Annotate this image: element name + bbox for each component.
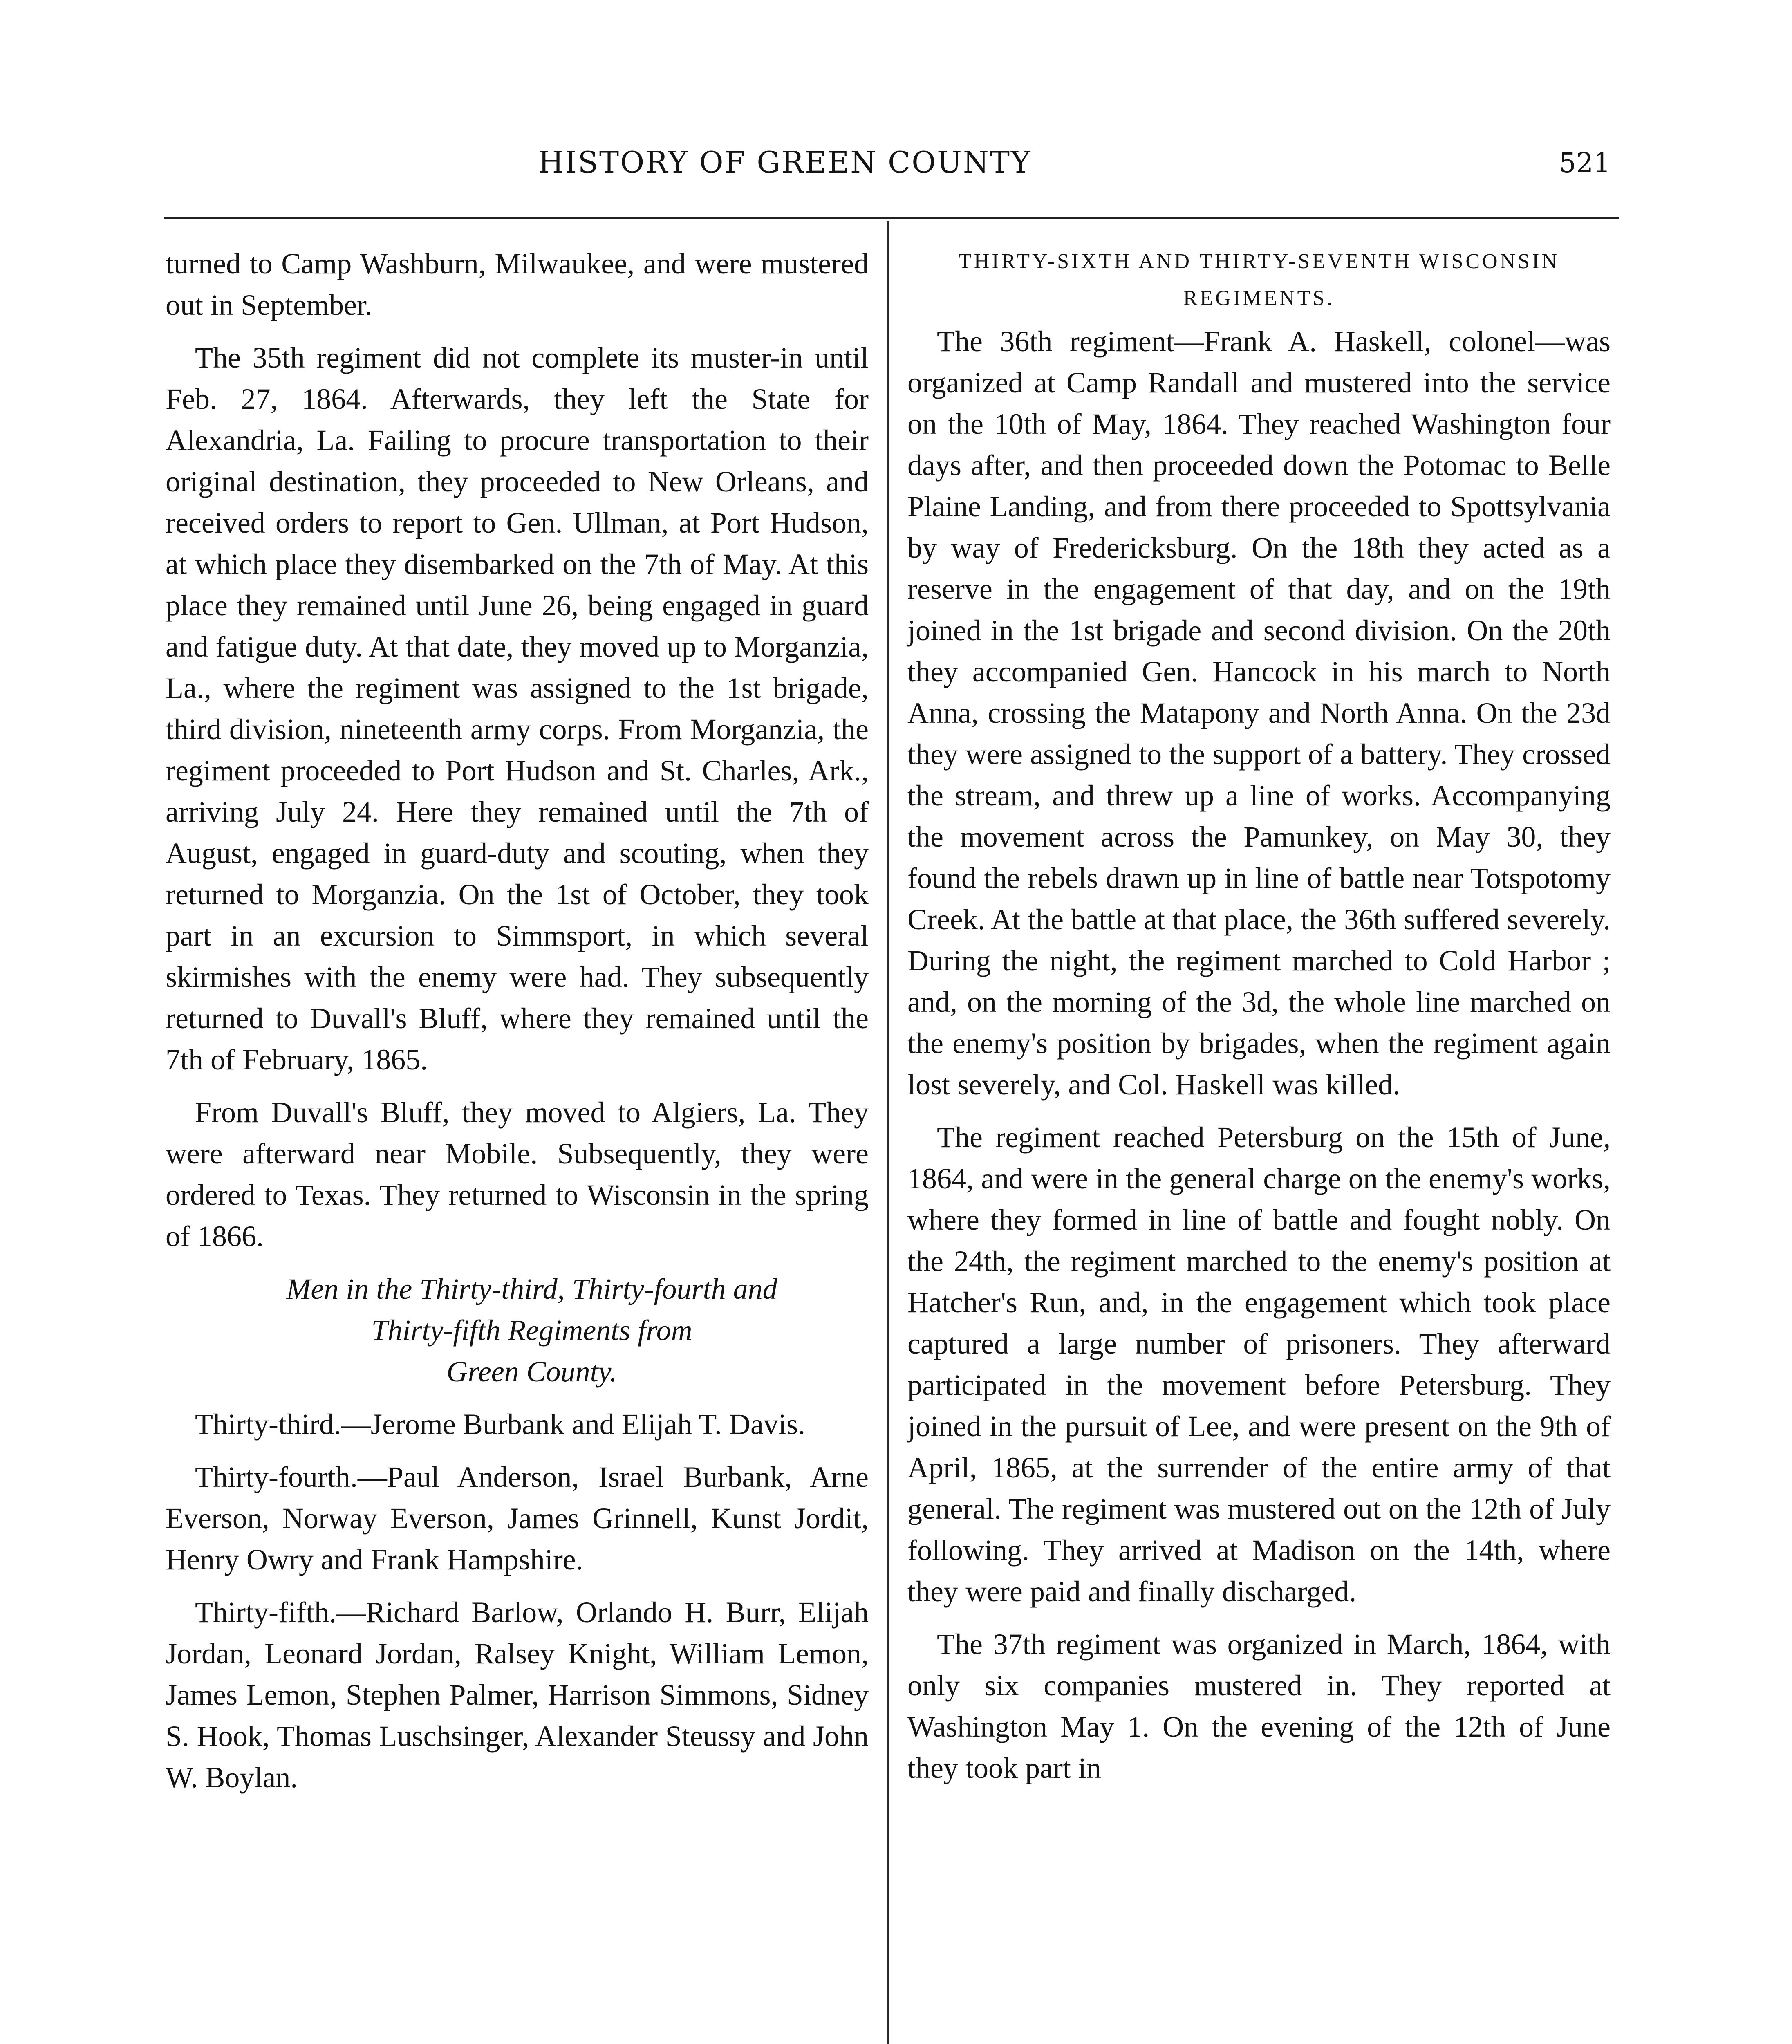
left-column [166, 243, 869, 1810]
roster-entry: Thirty-fifth.—Richard Barlow, Orlando H. Burr, Elijah Jordan, Leonard Jordan, Ralsey Knight, William Lemon, James Lemon, Stephen Palmer, Harrison Simmons, Sidney S. Hook, Thomas Luschsinger, Alexander Steussy and John W. Boylan. [166, 1596, 869, 1794]
roster-heading-line: Men in the Thirty-third, Thirty-fourth and [286, 1273, 777, 1305]
paragraph: turned to Camp Washburn, Milwaukee, and were mustered out in September. [166, 247, 869, 321]
paragraph: The 36th regiment—Frank A. Haskell, colonel—was organized at Camp Randall and mustered into the service on the 10th of May, 1864. They reached Washington four days after, and then proceeded down the Potomac to Belle Plaine Landing, and from there proceeded to Spottsylvania by way of Fredericksburg. On the 18th they acted as a reserve in the engagement of that day, and on the 19th joined in the 1st brigade and second division. On the 20th they accompanied Gen. Hancock in his march to North Anna, crossing the Matapony and North Anna. On the 23d they were assigned to the support of a battery. They crossed the stream, and threw up a line of works. Accompanying the movement across the Pamunkey, on May 30, they found the rebels drawn up in line of battle near Totspotomy Creek. At the battle at that place, the 36th suffered severely. During the night, the regiment marched to Cold Harbor ; and, on the morning of the 3d, the whole line marched on the enemy's position by brigades, when the regiment again lost severely, and Col. Haskell was killed. [907, 325, 1611, 1101]
roster-heading-line: Green County. [446, 1355, 617, 1388]
header-rule [164, 217, 1619, 219]
section-heading-line: THIRTY-SIXTH AND THIRTY-SEVENTH WISCONSIN [959, 250, 1559, 273]
page-number: 521 [1559, 147, 1611, 179]
roster-heading [166, 1269, 869, 1392]
column-divider [887, 221, 889, 2044]
paragraph: The regiment reached Petersburg on the 15th of June, 1864, and were in the general charge on the enemy's works, where they formed in line of battle and fought nobly. On the 24th, the regiment marched to the enemy's position at Hatcher's Run, and, in the engagement which took place captured a large number of prisoners. They afterward participated in the movement before Petersburg. They joined in the pursuit of Lee, and were present on the 9th of April, 1865, at the surrender of the entire army of that general. The regiment was mustered out on the 12th of July following. They arrived at Madison on the 14th, where they were paid and finally discharged. [907, 1121, 1611, 1608]
paragraph: The 35th regiment did not complete its muster-in until Feb. 27, 1864. Afterwards, they left the State for Alexandria, La. Failing to procure transportation to their original destination, they proceeded to New Orleans, and received orders to report to Gen. Ullman, at Port Hudson, at which place they disembarked on the 7th of May. At this place they remained until June 26, being engaged in guard and fatigue duty. At that date, they moved up to Morganzia, La., where the regiment was assigned to the 1st brigade, third division, nineteenth army corps. From Morganzia, the regiment proceeded to Port Hudson and St. Charles, Ark., arriving July 24. Here they remained until the 7th of August, engaged in guard-duty and scouting, when they returned to Morganzia. On the 1st of October, they took part in an excursion to Simmsport, in which several skirmishes with the enemy were had. They subsequently returned to Duvall's Bluff, where they remained until the 7th of February, 1865. [166, 341, 869, 1076]
roster-entry: Thirty-third.—Jerome Burbank and Elijah T. Davis. [195, 1408, 806, 1441]
running-header-title: HISTORY OF GREEN COUNTY [538, 145, 1032, 179]
section-heading [907, 243, 1611, 317]
right-column [907, 243, 1611, 1800]
roster-entry: Thirty-fourth.—Paul Anderson, Israel Burbank, Arne Everson, Norway Everson, James Grinnell, Kunst Jordit, Henry Owry and Frank Hampshire. [166, 1461, 869, 1576]
paragraph: From Duvall's Bluff, they moved to Algiers, La. They were afterward near Mobile. Subsequently, they were ordered to Texas. They returned to Wisconsin in the spring of 1866. [166, 1096, 869, 1253]
roster-heading-line: Thirty-fifth Regiments from [371, 1314, 692, 1347]
paragraph: The 37th regiment was organized in March, 1864, with only six companies mustered in. They reported at Washington May 1. On the evening of the 12th of June they took part in [907, 1628, 1611, 1784]
section-heading-line: REGIMENTS. [1183, 287, 1335, 310]
